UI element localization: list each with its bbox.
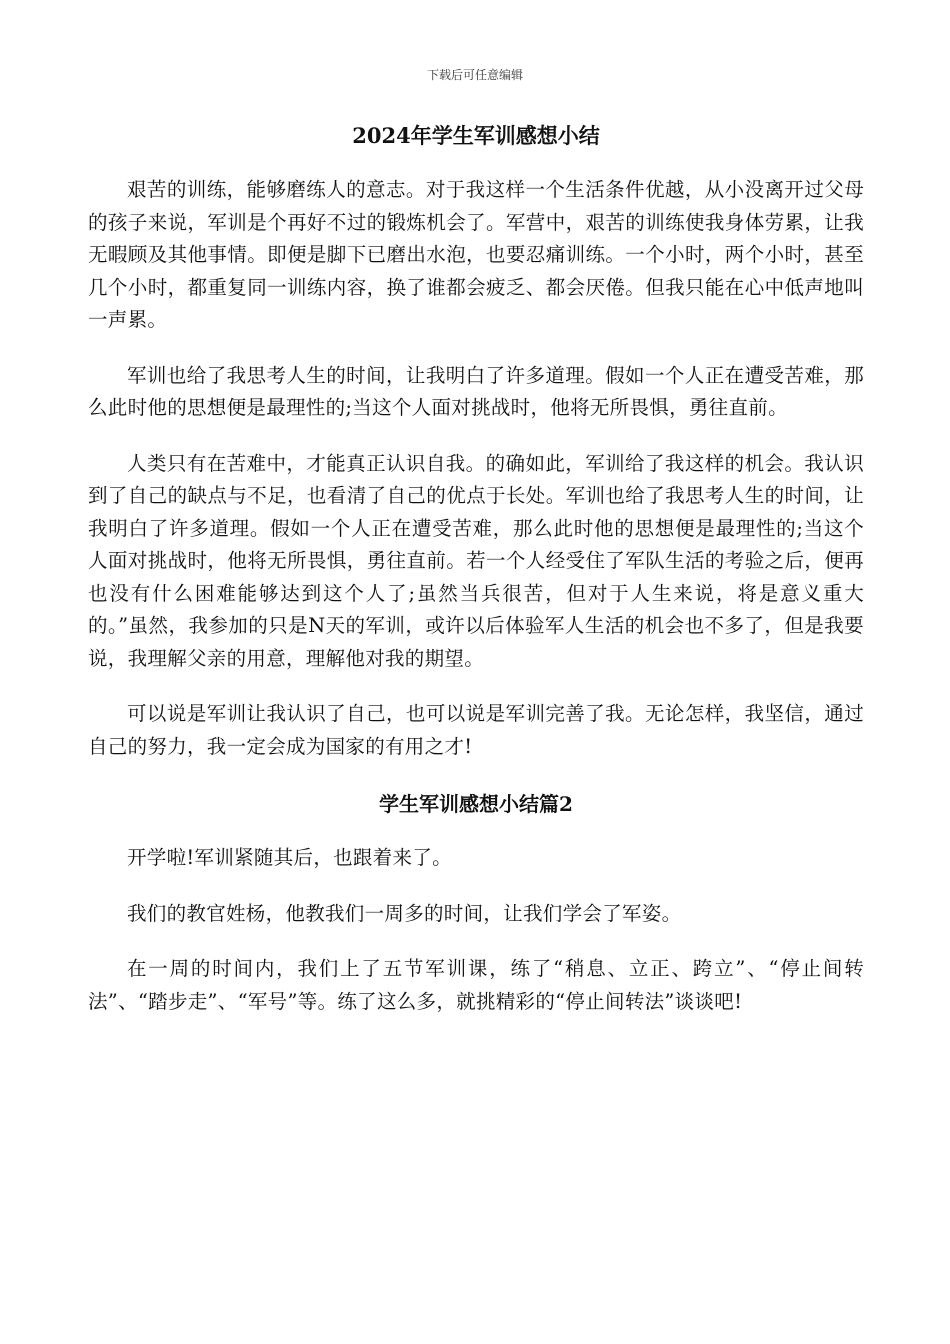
paragraph: 人类只有在苦难中，才能真正认识自我。的确如此，军训给了我这样的机会。我认识到了自己的缺点与不足，也看清了自己的优点于长处。军训也给了我思考人生的时间，让我明白了许多道理。假如一个人正在遭受苦难，那么此时他的思想便是最理性的;当这个人面对挑战时，他将无所畏惧，勇往直前。若一个人经受住了军队生活的考验之后，便再也没有什么困难能够达到这个人了;虽然当兵很苦，但对于人生来说，将是意义重大的。”虽然，我参加的只是N天的军训，或许以后体验军人生活的机会也不多了，但是我要说，我理解父亲的用意，理解他对我的期望。	[88, 451, 864, 670]
paragraph: 我们的教官姓杨，他教我们一周多的时间，让我们学会了军姿。	[127, 901, 682, 925]
header-note: 下载后可任意编辑	[426, 68, 523, 82]
paragraph: 开学啦!军训紧随其后，也跟着来了。	[127, 846, 452, 869]
paragraph: 军训也给了我思考人生的时间，让我明白了许多道理。假如一个人正在遭受苦难，那么此时他的思想便是最理性的;当这个人面对挑战时，他将无所畏惧，勇往直前。	[88, 363, 864, 419]
document-body	[88, 118, 864, 1041]
paragraph: 艰苦的训练，能够磨练人的意志。对于我这样一个生活条件优越，从小没离开过父母的孩子来说，军训是个再好不过的锻炼机会了。军营中，艰苦的训练使我身体劳累，让我无暇顾及其他事情。即便是脚下已磨出水泡，也要忍痛训练。一个小时，两个小时，甚至几个小时，都重复同一训练内容，换了谁都会疲乏、都会厌倦。但我只能在心中低声地叫一声累。	[88, 178, 864, 331]
paragraph: 可以说是军训让我认识了自己，也可以说是军训完善了我。无论怎样，我坚信，通过自己的努力，我一定会成为国家的有用之才!	[88, 702, 864, 758]
document-title: 2024年学生军训感想小结	[352, 123, 600, 148]
section-title: 学生军训感想小结篇2	[379, 792, 573, 816]
paragraph: 在一周的时间内，我们上了五节军训课，练了“稍息、立正、跨立”、“停止间转法”、“踏步走”、“军号”等。练了这么多，就挑精彩的“停止间转法”谈谈吧!	[88, 957, 864, 1013]
